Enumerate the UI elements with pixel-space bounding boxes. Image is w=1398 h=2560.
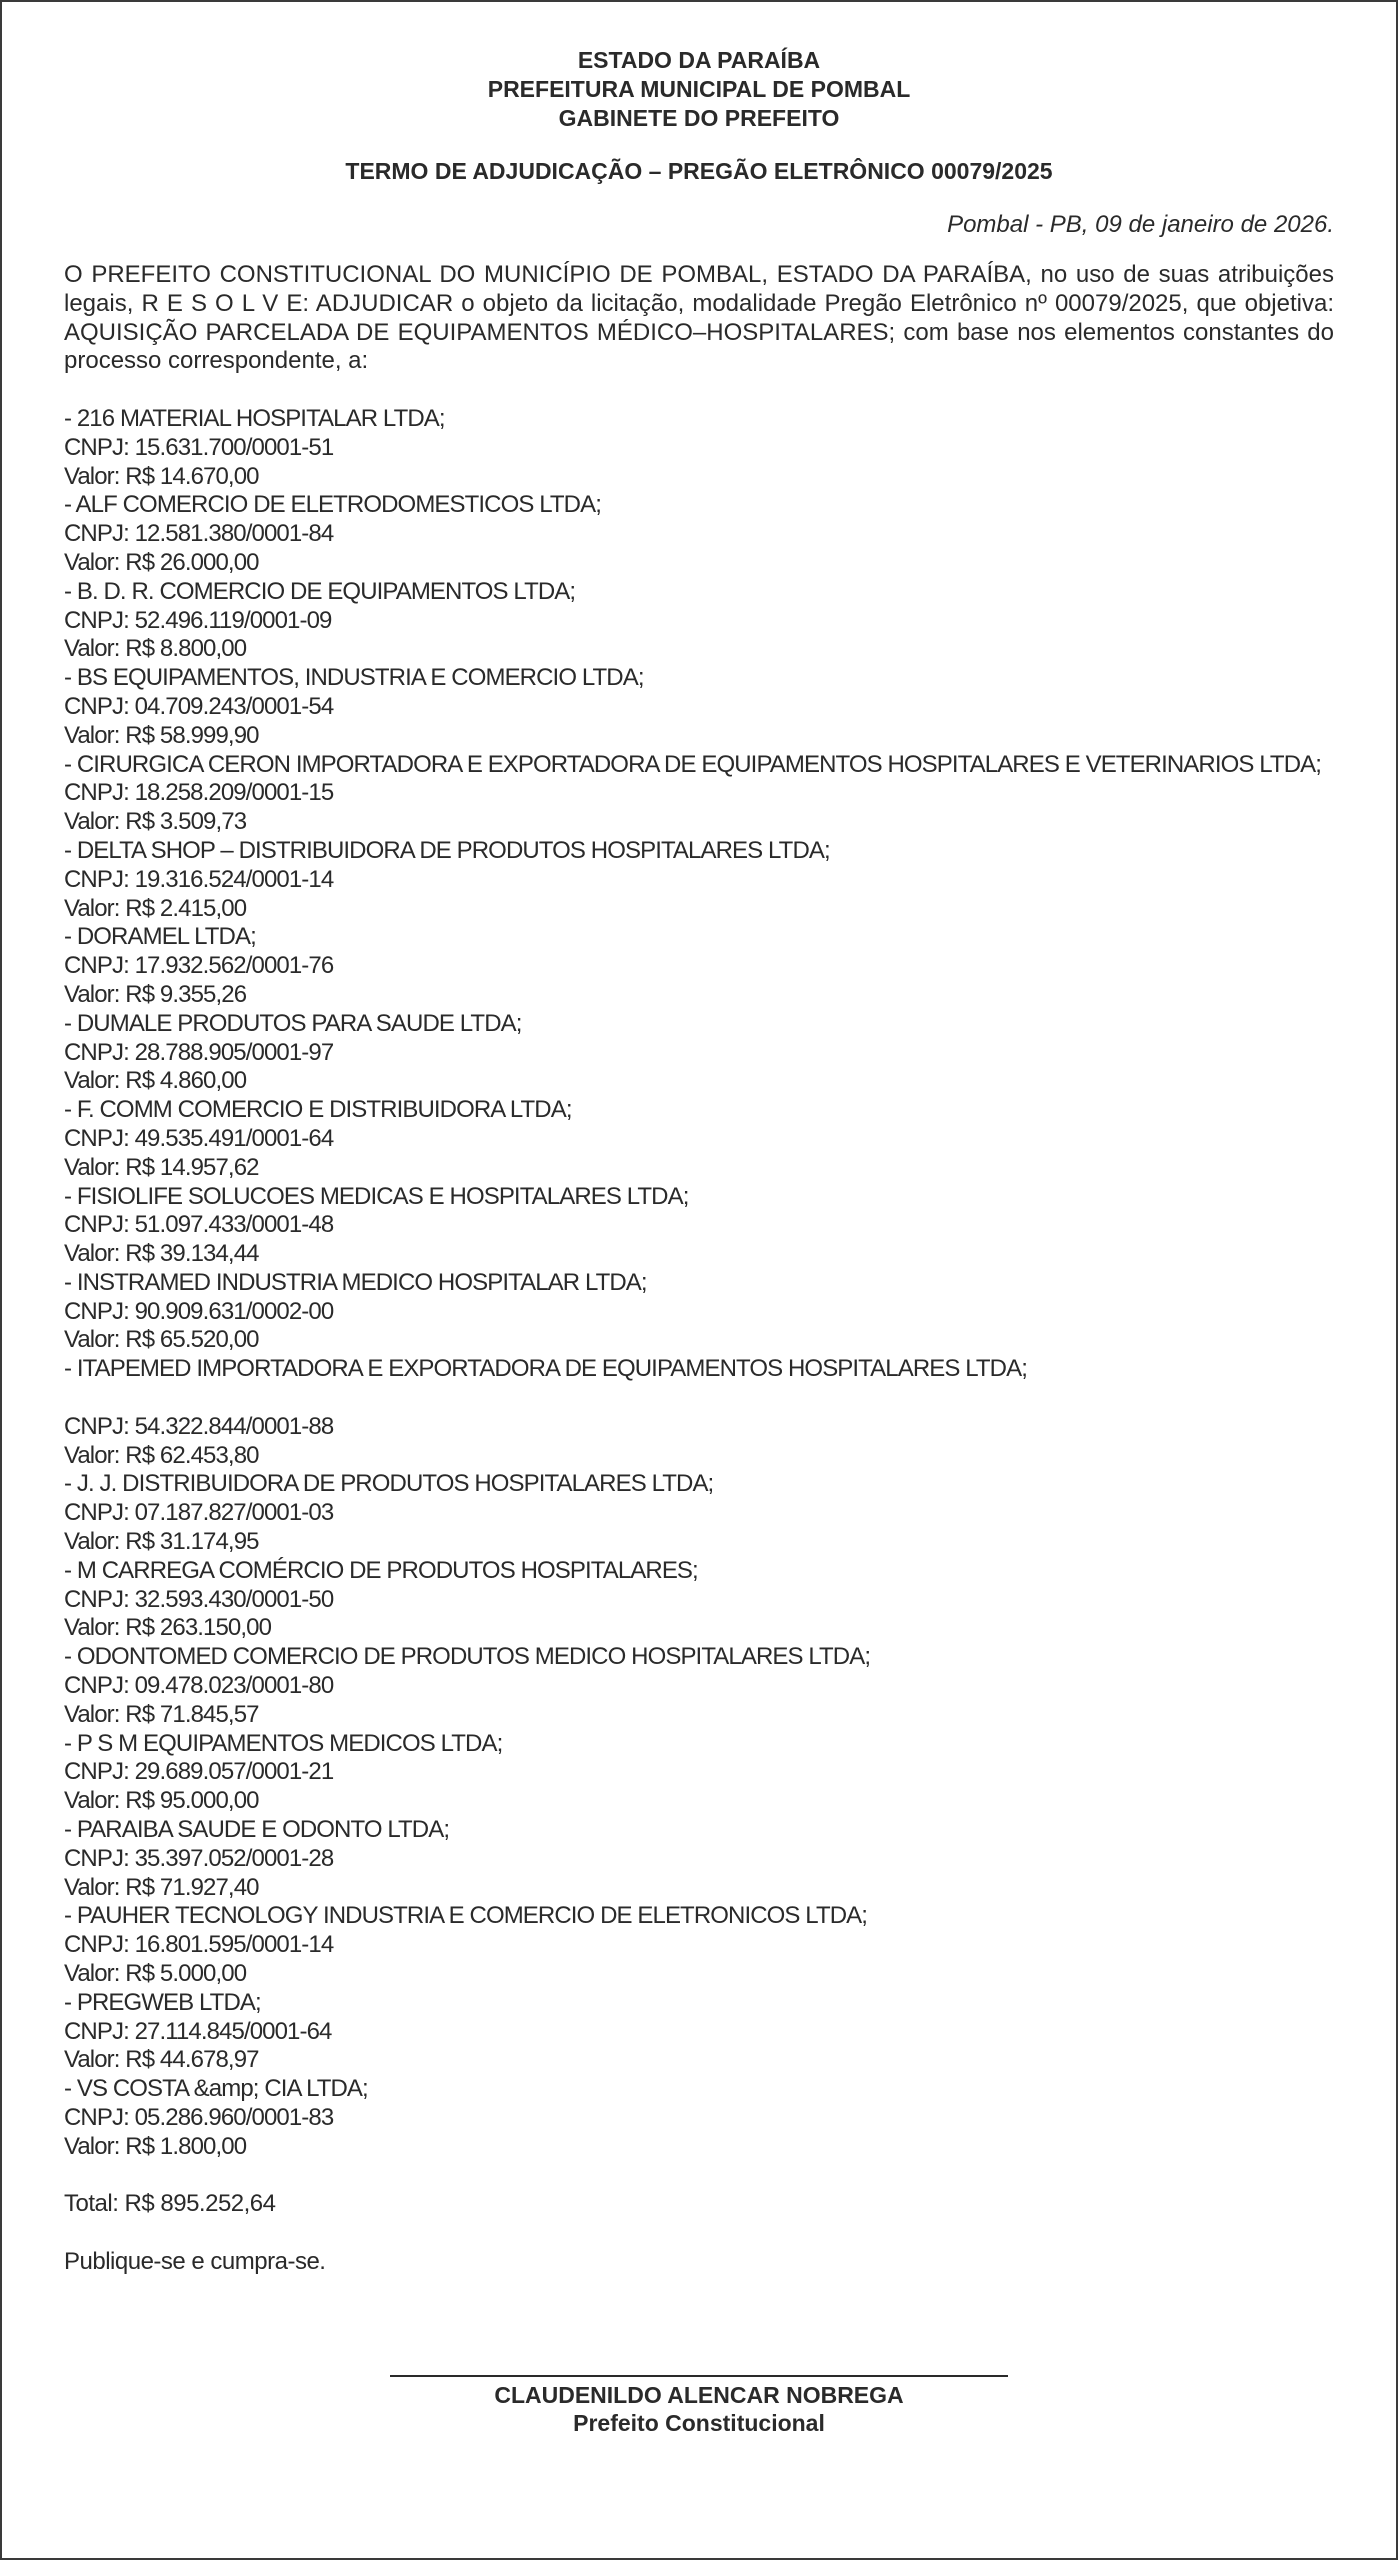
company-cnpj: CNPJ: 05.286.960/0001-83 xyxy=(64,2104,334,2131)
company-value: Valor: R$ 71.845,57 xyxy=(64,1700,259,1728)
company-value: Valor: R$ 2.415,00 xyxy=(64,894,247,922)
company-entry xyxy=(64,1183,1334,1269)
company-entry xyxy=(64,1355,1334,1470)
company-entry xyxy=(64,1989,1334,2075)
company-name: - ODONTOMED COMERCIO DE PRODUTOS MEDICO HOSPITALARES LTDA; xyxy=(64,1643,871,1671)
company-name: - DELTA SHOP – DISTRIBUIDORA DE PRODUTOS HOSPITALARES LTDA; xyxy=(64,836,830,864)
company-name: - FISIOLIFE SOLUCOES MEDICAS E HOSPITALARES LTDA; xyxy=(64,1182,689,1210)
company-value: Valor: R$ 62.453,80 xyxy=(64,1441,259,1469)
company-value: Valor: R$ 14.957,62 xyxy=(64,1153,259,1181)
company-cnpj: CNPJ: 12.581.380/0001-84 xyxy=(64,520,334,548)
signature-block xyxy=(2,2375,1396,2437)
company-cnpj: CNPJ: 29.689.057/0001-21 xyxy=(64,1758,334,1786)
company-value: Valor: R$ 4.860,00 xyxy=(64,1067,247,1095)
company-entry xyxy=(64,1096,1334,1182)
company-entry xyxy=(64,1010,1334,1096)
company-entry xyxy=(64,751,1334,837)
closing-statement: Publique-se e cumpra-se. xyxy=(64,2247,326,2275)
company-cnpj: CNPJ: 07.187.827/0001-03 xyxy=(64,1499,334,1527)
company-value: Valor: R$ 71.927,40 xyxy=(64,1873,259,1901)
document-header xyxy=(64,46,1334,133)
company-entry xyxy=(64,1557,1334,1643)
company-name: - 216 MATERIAL HOSPITALAR LTDA; xyxy=(64,404,445,432)
company-name: - PAUHER TECNOLOGY INDUSTRIA E COMERCIO DE ELETRONICOS LTDA; xyxy=(64,1902,868,1930)
company-name: - B. D. R. COMERCIO DE EQUIPAMENTOS LTDA; xyxy=(64,577,576,605)
total-value: Total: R$ 895.252,64 xyxy=(64,2190,276,2218)
company-name: - DORAMEL LTDA; xyxy=(64,923,256,951)
header-prefecture: PREFEITURA MUNICIPAL DE POMBAL xyxy=(487,76,911,102)
company-cnpj: CNPJ: 52.496.119/0001-09 xyxy=(64,606,332,634)
company-name: - VS COSTA &amp; CIA LTDA; xyxy=(64,2075,368,2103)
company-name: - DUMALE PRODUTOS PARA SAUDE LTDA; xyxy=(64,1009,522,1037)
company-entry xyxy=(64,405,1334,491)
company-value: Valor: R$ 263.150,00 xyxy=(64,1614,272,1642)
company-name: - PARAIBA SAUDE E ODONTO LTDA; xyxy=(64,1816,450,1844)
company-entry xyxy=(64,2075,1334,2161)
company-cnpj: CNPJ: 09.478.023/0001-80 xyxy=(64,1672,334,1700)
company-cnpj: CNPJ: 90.909.631/0002-00 xyxy=(64,1297,334,1325)
header-cabinet: GABINETE DO PREFEITO xyxy=(558,105,840,131)
company-entry xyxy=(64,923,1334,1009)
intro-paragraph: O PREFEITO CONSTITUCIONAL DO MUNICÍPIO DE POMBAL, ESTADO DA PARAÍBA, no uso de suas atribuições legais, R E S O L V E: ADJUDICAR o objeto da licitação, modalidade Pregão Eletrônico nº 00079/2025, que objetiva: AQUISIÇÃO PARCELADA DE EQUIPAMENTOS MÉDICO–HOSPITALARES; com base nos elementos constantes do processo correspondente, a: xyxy=(64,261,1334,375)
company-name: - BS EQUIPAMENTOS, INDUSTRIA E COMERCIO LTDA; xyxy=(64,664,644,692)
company-name: - M CARREGA COMÉRCIO DE PRODUTOS HOSPITALARES; xyxy=(64,1556,698,1584)
company-entry xyxy=(64,1902,1334,1988)
date-line: Pombal - PB, 09 de janeiro de 2026. xyxy=(947,211,1334,238)
company-value: Valor: R$ 31.174,95 xyxy=(64,1528,259,1556)
company-cnpj: CNPJ: 54.322.844/0001-88 xyxy=(64,1412,334,1440)
document-title: TERMO DE ADJUDICAÇÃO – PREGÃO ELETRÔNICO 00079/2025 xyxy=(345,158,1053,184)
company-name: - ITAPEMED IMPORTADORA E EXPORTADORA DE EQUIPAMENTOS HOSPITALARES LTDA; xyxy=(64,1355,1027,1383)
company-cnpj: CNPJ: 35.397.052/0001-28 xyxy=(64,1844,334,1872)
signature-line xyxy=(390,2375,1008,2377)
company-name: - F. COMM COMERCIO E DISTRIBUIDORA LTDA; xyxy=(64,1096,572,1124)
company-name: - ALF COMERCIO DE ELETRODOMESTICOS LTDA; xyxy=(64,491,601,519)
company-cnpj: CNPJ: 17.932.562/0001-76 xyxy=(64,952,334,980)
company-cnpj: CNPJ: 19.316.524/0001-14 xyxy=(64,865,334,893)
company-cnpj: CNPJ: 28.788.905/0001-97 xyxy=(64,1038,334,1066)
signatory-role: Prefeito Constitucional xyxy=(573,2410,825,2436)
header-state: ESTADO DA PARAÍBA xyxy=(577,47,821,73)
company-cnpj: CNPJ: 16.801.595/0001-14 xyxy=(64,1931,334,1959)
company-value: Valor: R$ 5.000,00 xyxy=(64,1960,247,1988)
company-name: - P S M EQUIPAMENTOS MEDICOS LTDA; xyxy=(64,1729,503,1757)
company-value: Valor: R$ 26.000,00 xyxy=(64,548,259,576)
company-value: Valor: R$ 1.800,00 xyxy=(64,2132,247,2160)
company-entry xyxy=(64,578,1334,664)
company-value: Valor: R$ 9.355,26 xyxy=(64,980,247,1008)
company-name: - INSTRAMED INDUSTRIA MEDICO HOSPITALAR LTDA; xyxy=(64,1268,647,1296)
company-entry xyxy=(64,491,1334,577)
company-entry xyxy=(64,1269,1334,1355)
company-cnpj: CNPJ: 51.097.433/0001-48 xyxy=(64,1211,334,1239)
company-entry xyxy=(64,664,1334,750)
company-value: Valor: R$ 8.800,00 xyxy=(64,635,247,663)
company-entry xyxy=(64,1816,1334,1902)
company-entry xyxy=(64,837,1334,923)
company-value: Valor: R$ 14.670,00 xyxy=(64,462,259,490)
company-cnpj: CNPJ: 27.114.845/0001-64 xyxy=(64,2017,332,2045)
document-content xyxy=(64,46,1334,2277)
company-cnpj: CNPJ: 04.709.243/0001-54 xyxy=(64,692,334,720)
company-value: Valor: R$ 44.678,97 xyxy=(64,2046,259,2074)
signatory-name: CLAUDENILDO ALENCAR NOBREGA xyxy=(494,2382,904,2408)
company-value: Valor: R$ 3.509,73 xyxy=(64,808,247,836)
company-cnpj: CNPJ: 15.631.700/0001-51 xyxy=(64,433,334,461)
company-name: - CIRURGICA CERON IMPORTADORA E EXPORTADORA DE EQUIPAMENTOS HOSPITALARES E VETERINARIOS LTDA; xyxy=(64,750,1321,778)
company-value: Valor: R$ 58.999,90 xyxy=(64,721,259,749)
company-cnpj: CNPJ: 18.258.209/0001-15 xyxy=(64,779,334,807)
company-value: Valor: R$ 95.000,00 xyxy=(64,1787,259,1815)
company-name: - PREGWEB LTDA; xyxy=(64,1988,261,2016)
company-value: Valor: R$ 65.520,00 xyxy=(64,1326,259,1354)
company-name: - J. J. DISTRIBUIDORA DE PRODUTOS HOSPITALARES LTDA; xyxy=(64,1470,714,1498)
company-value: Valor: R$ 39.134,44 xyxy=(64,1240,259,1268)
company-entry xyxy=(64,1643,1334,1729)
company-list xyxy=(64,405,1334,2162)
company-cnpj: CNPJ: 49.535.491/0001-64 xyxy=(64,1124,334,1152)
company-cnpj: CNPJ: 32.593.430/0001-50 xyxy=(64,1585,334,1613)
company-entry xyxy=(64,1730,1334,1816)
company-entry xyxy=(64,1470,1334,1556)
